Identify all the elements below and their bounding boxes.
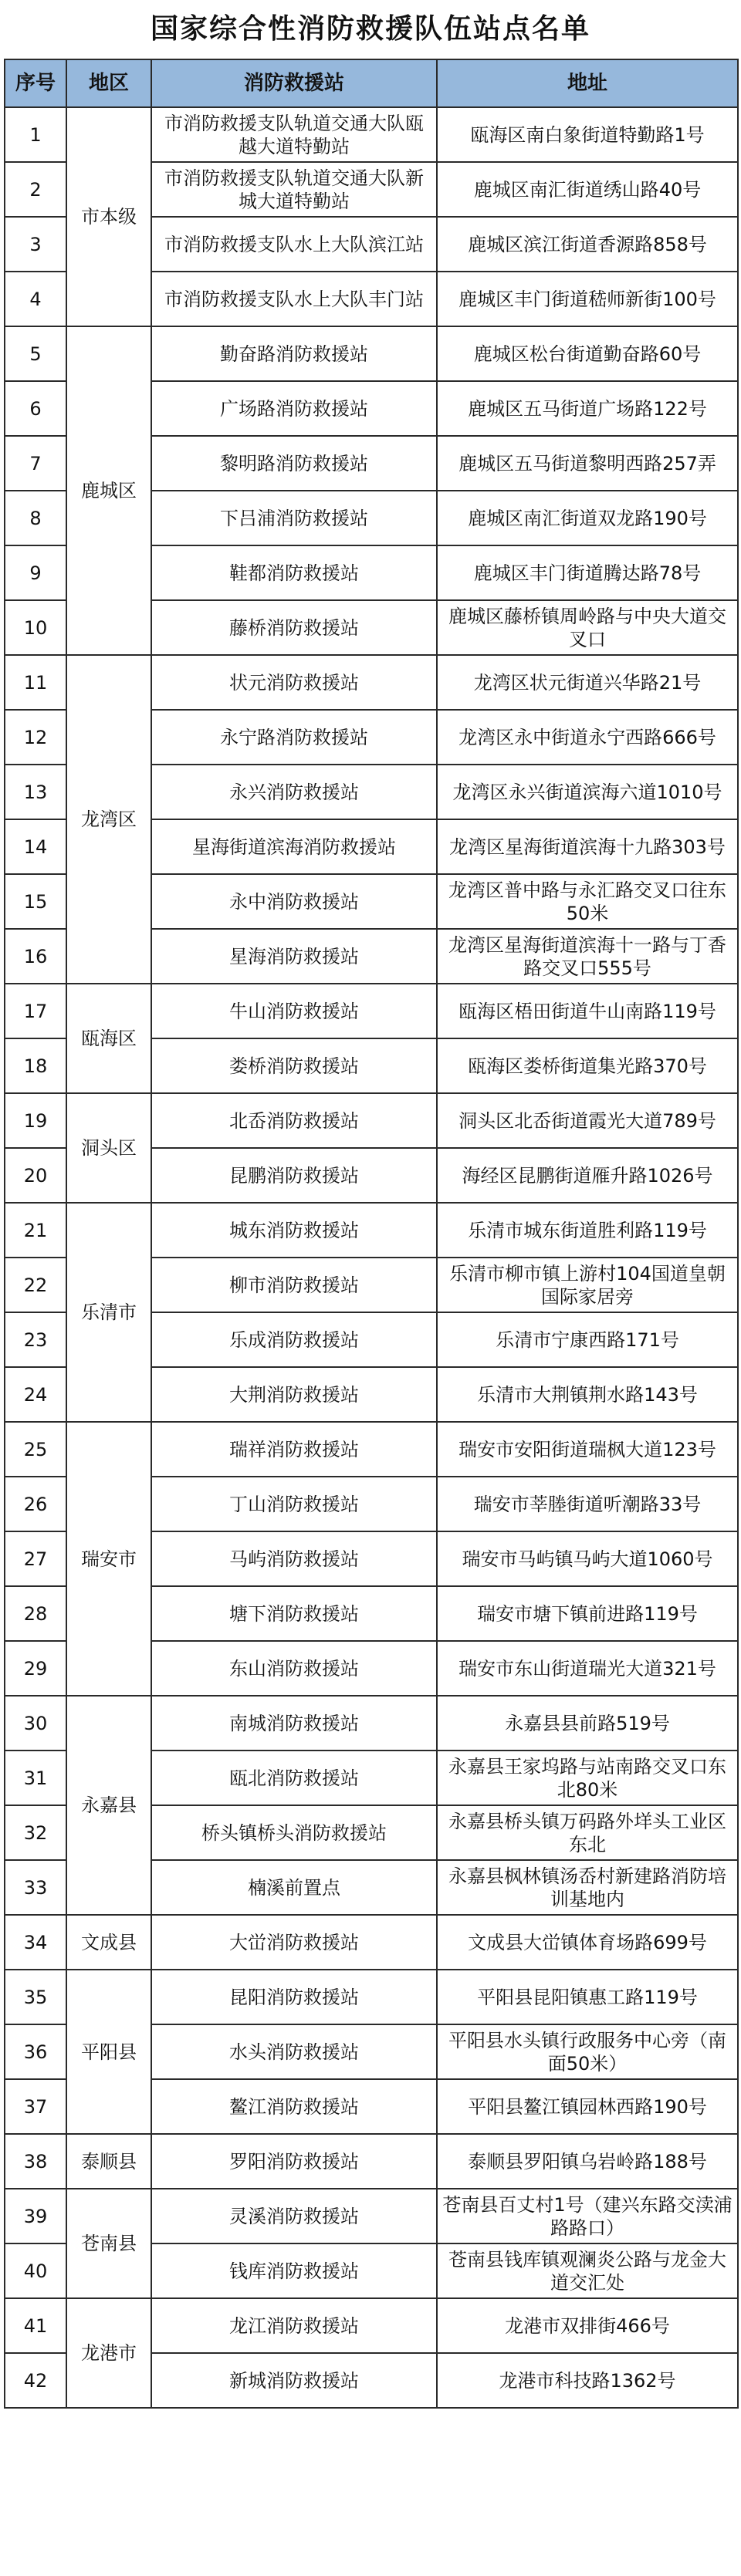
row-number: 26 [5, 1477, 66, 1531]
station-address: 鹿城区滨江街道香源路858号 [437, 217, 738, 272]
station-address: 龙港市科技路1362号 [437, 2353, 738, 2408]
station-name: 市消防救援支队水上大队丰门站 [151, 272, 437, 326]
row-number: 39 [5, 2189, 66, 2243]
region-cell: 乐清市 [66, 1203, 151, 1422]
row-number: 40 [5, 2243, 66, 2298]
station-address: 永嘉县县前路519号 [437, 1696, 738, 1751]
station-name: 桥头镇桥头消防救援站 [151, 1805, 437, 1860]
row-number: 33 [5, 1860, 66, 1915]
table-row [5, 1970, 738, 2024]
station-name: 市消防救援支队轨道交通大队新城大道特勤站 [151, 162, 437, 217]
station-name: 北岙消防救援站 [151, 1093, 437, 1148]
station-address: 龙湾区永兴街道滨海六道1010号 [437, 765, 738, 819]
station-name: 塘下消防救援站 [151, 1586, 437, 1641]
row-number: 11 [5, 655, 66, 710]
table-row [5, 1422, 738, 1477]
station-name: 鞋都消防救援站 [151, 545, 437, 600]
region-cell: 瓯海区 [66, 984, 151, 1093]
row-number: 36 [5, 2024, 66, 2079]
station-name: 龙江消防救援站 [151, 2298, 437, 2353]
table-row [5, 107, 738, 162]
row-number: 6 [5, 381, 66, 436]
station-table [4, 59, 739, 2409]
row-number: 37 [5, 2079, 66, 2134]
station-name: 丁山消防救援站 [151, 1477, 437, 1531]
table-row [5, 984, 738, 1038]
station-name: 市消防救援支队水上大队滨江站 [151, 217, 437, 272]
station-address: 龙湾区星海街道滨海十一路与丁香路交叉口555号 [437, 929, 738, 984]
row-number: 38 [5, 2134, 66, 2189]
region-cell: 瑞安市 [66, 1422, 151, 1696]
table-row [5, 2134, 738, 2189]
station-address: 瑞安市塘下镇前进路119号 [437, 1586, 738, 1641]
station-address: 瓯海区梧田街道牛山南路119号 [437, 984, 738, 1038]
station-name: 东山消防救援站 [151, 1641, 437, 1696]
table-row [5, 655, 738, 710]
region-cell: 文成县 [66, 1915, 151, 1970]
row-number: 27 [5, 1531, 66, 1586]
station-name: 永中消防救援站 [151, 874, 437, 929]
station-address: 瓯海区南白象街道特勤路1号 [437, 107, 738, 162]
row-number: 23 [5, 1312, 66, 1367]
station-address: 苍南县钱库镇观澜炎公路与龙金大道交汇处 [437, 2243, 738, 2298]
station-name: 市消防救援支队轨道交通大队瓯越大道特勤站 [151, 107, 437, 162]
station-address: 平阳县水头镇行政服务中心旁（南面50米） [437, 2024, 738, 2079]
region-cell: 苍南县 [66, 2189, 151, 2298]
row-number: 35 [5, 1970, 66, 2024]
station-address: 鹿城区南汇街道绣山路40号 [437, 162, 738, 217]
station-address: 鹿城区藤桥镇周岭路与中央大道交叉口 [437, 600, 738, 655]
station-address: 鹿城区南汇街道双龙路190号 [437, 491, 738, 545]
row-number: 9 [5, 545, 66, 600]
station-name: 大峃消防救援站 [151, 1915, 437, 1970]
station-address: 瑞安市莘塍街道听潮路33号 [437, 1477, 738, 1531]
station-address: 龙湾区星海街道滨海十九路303号 [437, 819, 738, 874]
station-name: 钱库消防救援站 [151, 2243, 437, 2298]
station-name: 鳌江消防救援站 [151, 2079, 437, 2134]
table-row [5, 2189, 738, 2243]
station-address: 洞头区北岙街道霞光大道789号 [437, 1093, 738, 1148]
station-name: 星海街道滨海消防救援站 [151, 819, 437, 874]
station-address: 瑞安市东山街道瑞光大道321号 [437, 1641, 738, 1696]
station-address: 鹿城区丰门街道腾达路78号 [437, 545, 738, 600]
station-address: 乐清市大荆镇荆水路143号 [437, 1367, 738, 1422]
table-row [5, 1093, 738, 1148]
table-row [5, 326, 738, 381]
station-name: 黎明路消防救援站 [151, 436, 437, 491]
station-name: 柳市消防救援站 [151, 1258, 437, 1312]
station-address: 文成县大峃镇体育场路699号 [437, 1915, 738, 1970]
station-name: 新城消防救援站 [151, 2353, 437, 2408]
row-number: 22 [5, 1258, 66, 1312]
table-row [5, 2298, 738, 2353]
header-no: 序号 [5, 59, 66, 107]
station-address: 瑞安市马屿镇马屿大道1060号 [437, 1531, 738, 1586]
table-row [5, 1696, 738, 1751]
station-address: 乐清市柳市镇上游村104国道皇朝国际家居旁 [437, 1258, 738, 1312]
station-name: 昆鹏消防救援站 [151, 1148, 437, 1203]
station-name: 乐成消防救援站 [151, 1312, 437, 1367]
row-number: 14 [5, 819, 66, 874]
row-number: 31 [5, 1751, 66, 1805]
station-name: 大荆消防救援站 [151, 1367, 437, 1422]
row-number: 28 [5, 1586, 66, 1641]
station-address: 永嘉县枫林镇汤岙村新建路消防培训基地内 [437, 1860, 738, 1915]
station-name: 勤奋路消防救援站 [151, 326, 437, 381]
station-name: 水头消防救援站 [151, 2024, 437, 2079]
station-name: 城东消防救援站 [151, 1203, 437, 1258]
station-name: 永兴消防救援站 [151, 765, 437, 819]
station-address: 鹿城区丰门街道嵇师新街100号 [437, 272, 738, 326]
row-number: 2 [5, 162, 66, 217]
station-address: 泰顺县罗阳镇乌岩岭路188号 [437, 2134, 738, 2189]
row-number: 16 [5, 929, 66, 984]
station-name: 南城消防救援站 [151, 1696, 437, 1751]
region-cell: 市本级 [66, 107, 151, 326]
station-address: 龙港市双排街466号 [437, 2298, 738, 2353]
table-row [5, 1203, 738, 1258]
station-address: 瑞安市安阳街道瑞枫大道123号 [437, 1422, 738, 1477]
header-region: 地区 [66, 59, 151, 107]
region-cell: 鹿城区 [66, 326, 151, 655]
header-row [5, 59, 738, 107]
station-address: 苍南县百丈村1号（建兴东路交渎浦路路口） [437, 2189, 738, 2243]
table-row [5, 1915, 738, 1970]
station-address: 鹿城区五马街道广场路122号 [437, 381, 738, 436]
station-name: 牛山消防救援站 [151, 984, 437, 1038]
station-address: 龙湾区状元街道兴华路21号 [437, 655, 738, 710]
header-address: 地址 [437, 59, 738, 107]
row-number: 29 [5, 1641, 66, 1696]
row-number: 32 [5, 1805, 66, 1860]
row-number: 3 [5, 217, 66, 272]
row-number: 25 [5, 1422, 66, 1477]
station-address: 永嘉县桥头镇万码路外垟头工业区东北 [437, 1805, 738, 1860]
region-cell: 泰顺县 [66, 2134, 151, 2189]
station-name: 瓯北消防救援站 [151, 1751, 437, 1805]
station-name: 永宁路消防救援站 [151, 710, 437, 765]
station-name: 娄桥消防救援站 [151, 1038, 437, 1093]
row-number: 17 [5, 984, 66, 1038]
station-name: 藤桥消防救援站 [151, 600, 437, 655]
station-name: 罗阳消防救援站 [151, 2134, 437, 2189]
region-cell: 龙港市 [66, 2298, 151, 2408]
station-address: 乐清市宁康西路171号 [437, 1312, 738, 1367]
station-address: 瓯海区娄桥街道集光路370号 [437, 1038, 738, 1093]
station-name: 下吕浦消防救援站 [151, 491, 437, 545]
row-number: 41 [5, 2298, 66, 2353]
station-name: 状元消防救援站 [151, 655, 437, 710]
row-number: 10 [5, 600, 66, 655]
station-name: 楠溪前置点 [151, 1860, 437, 1915]
row-number: 30 [5, 1696, 66, 1751]
row-number: 1 [5, 107, 66, 162]
region-cell: 永嘉县 [66, 1696, 151, 1915]
row-number: 34 [5, 1915, 66, 1970]
station-address: 永嘉县王家坞路与站南路交叉口东北80米 [437, 1751, 738, 1805]
row-number: 8 [5, 491, 66, 545]
row-number: 42 [5, 2353, 66, 2408]
region-cell: 洞头区 [66, 1093, 151, 1203]
row-number: 24 [5, 1367, 66, 1422]
row-number: 21 [5, 1203, 66, 1258]
row-number: 13 [5, 765, 66, 819]
row-number: 5 [5, 326, 66, 381]
row-number: 12 [5, 710, 66, 765]
station-name: 广场路消防救援站 [151, 381, 437, 436]
row-number: 19 [5, 1093, 66, 1148]
station-address: 鹿城区五马街道黎明西路257弄 [437, 436, 738, 491]
region-cell: 平阳县 [66, 1970, 151, 2134]
station-name: 灵溪消防救援站 [151, 2189, 437, 2243]
table-header [5, 59, 738, 107]
row-number: 18 [5, 1038, 66, 1093]
station-name: 马屿消防救援站 [151, 1531, 437, 1586]
row-number: 7 [5, 436, 66, 491]
row-number: 20 [5, 1148, 66, 1203]
row-number: 4 [5, 272, 66, 326]
header-station: 消防救援站 [151, 59, 437, 107]
station-name: 瑞祥消防救援站 [151, 1422, 437, 1477]
station-address: 龙湾区永中街道永宁西路666号 [437, 710, 738, 765]
page-title: 国家综合性消防救援队伍站点名单 [150, 13, 590, 45]
station-name: 昆阳消防救援站 [151, 1970, 437, 2024]
table-body [5, 107, 738, 2408]
station-address: 乐清市城东街道胜利路119号 [437, 1203, 738, 1258]
station-name: 星海消防救援站 [151, 929, 437, 984]
station-address: 平阳县昆阳镇惠工路119号 [437, 1970, 738, 2024]
station-address: 鹿城区松台街道勤奋路60号 [437, 326, 738, 381]
station-address: 平阳县鳌江镇园林西路190号 [437, 2079, 738, 2134]
region-cell: 龙湾区 [66, 655, 151, 984]
row-number: 15 [5, 874, 66, 929]
station-address: 海经区昆鹏街道雁升路1026号 [437, 1148, 738, 1203]
station-address: 龙湾区普中路与永汇路交叉口往东50米 [437, 874, 738, 929]
